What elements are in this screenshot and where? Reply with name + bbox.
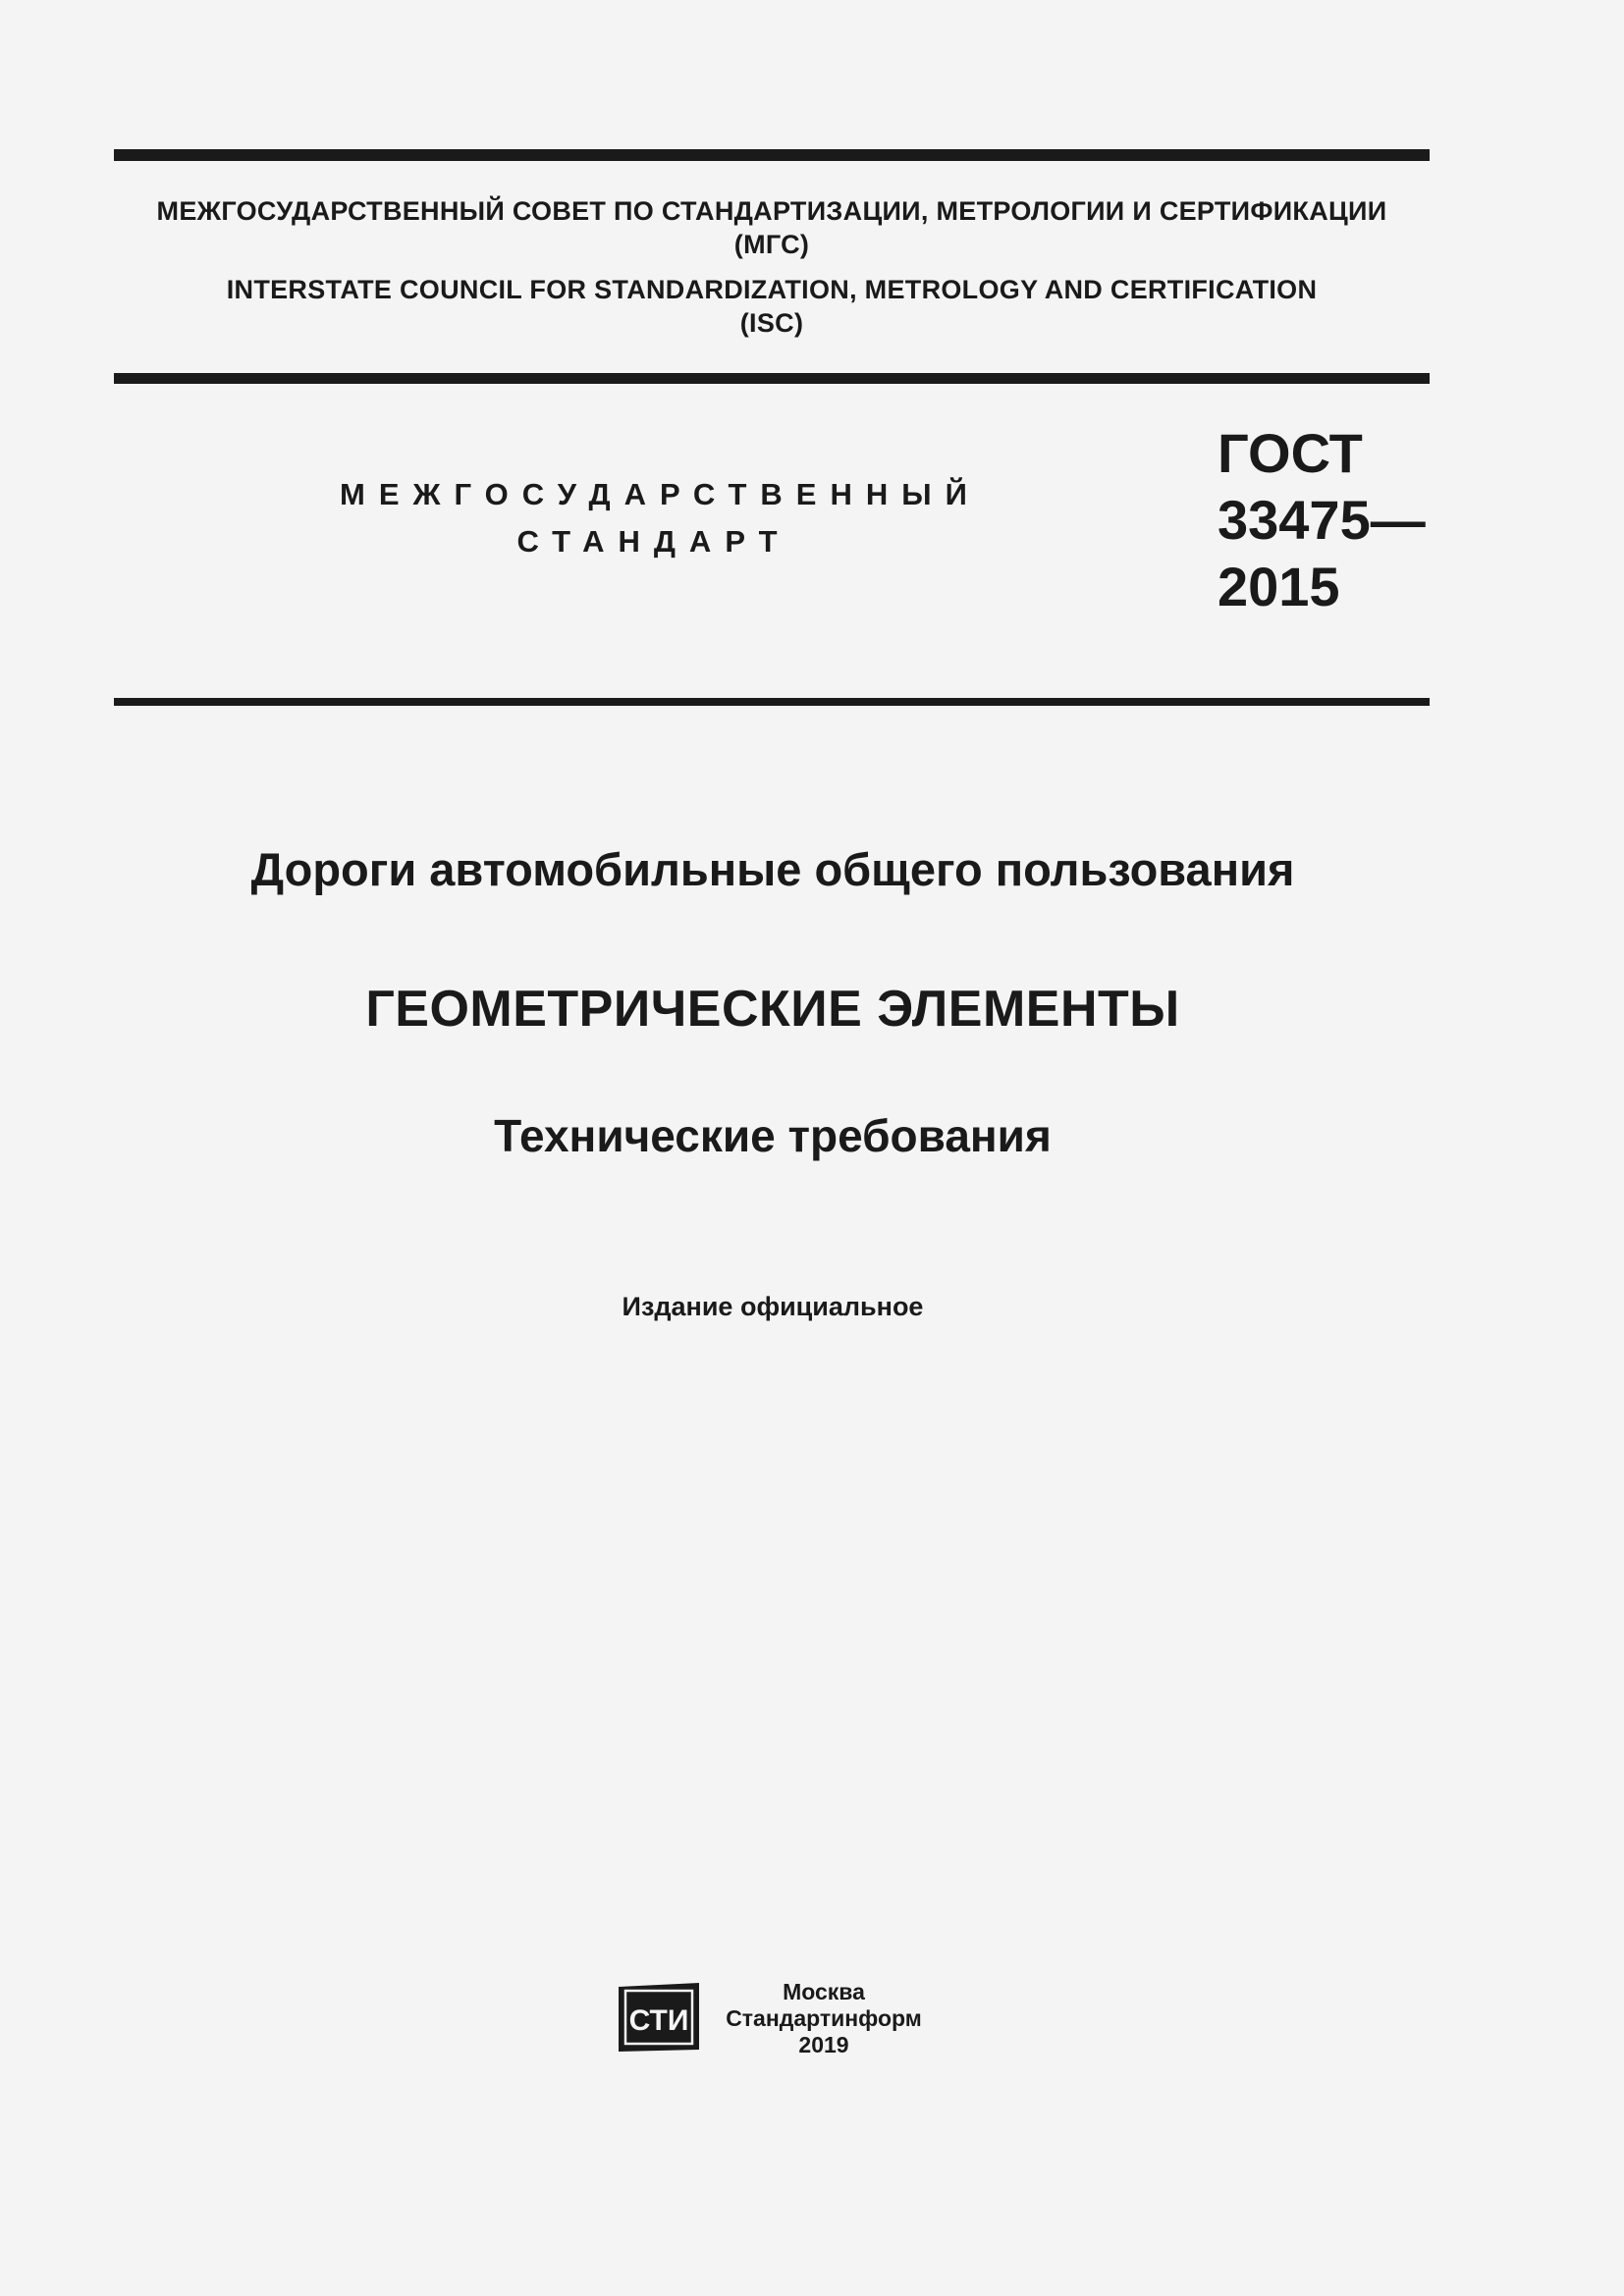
council-en-name: INTERSTATE COUNCIL FOR STANDARDIZATION, METROLOGY AND CERTIFICATION — [226, 275, 1318, 304]
standard-type-line2: СТАНДАРТ — [516, 524, 791, 559]
standartinform-logo-icon — [613, 1981, 705, 2054]
council-header — [114, 194, 1430, 340]
council-ru-name: МЕЖГОСУДАРСТВЕННЫЙ СОВЕТ ПО СТАНДАРТИЗАЦИИ, МЕТРОЛОГИИ И СЕРТИФИКАЦИИ — [156, 196, 1387, 226]
gost-code: 33475— — [1218, 489, 1426, 551]
document-subtitle: Технические требования — [494, 1110, 1052, 1161]
publisher-info — [721, 1979, 927, 2058]
council-ru-abbr: (МГС) — [733, 230, 810, 259]
document-title: Дороги автомобильные общего пользования — [250, 843, 1295, 895]
document-subject: ГЕОМЕТРИЧЕСКИЕ ЭЛЕМЕНТЫ — [365, 981, 1180, 1038]
lower-rule — [114, 698, 1430, 706]
gost-number — [1218, 420, 1426, 620]
edition-label: Издание официальное — [622, 1292, 924, 1321]
publisher-city: Москва — [783, 1979, 865, 2004]
svg-text:СТИ: СТИ — [628, 2004, 689, 2037]
standard-type-line1: МЕЖГОСУДАРСТВЕННЫЙ — [340, 477, 981, 511]
publisher-name: Стандартинформ — [726, 2005, 922, 2031]
gost-year: 2015 — [1218, 556, 1340, 617]
publisher-year: 2019 — [798, 2032, 849, 2057]
top-rule — [114, 149, 1430, 161]
middle-rule — [114, 373, 1430, 384]
gost-label: ГОСТ — [1218, 422, 1363, 484]
council-en-abbr: (ISC) — [739, 308, 804, 338]
publisher-block — [613, 1979, 966, 2059]
standard-type-label — [340, 471, 981, 565]
